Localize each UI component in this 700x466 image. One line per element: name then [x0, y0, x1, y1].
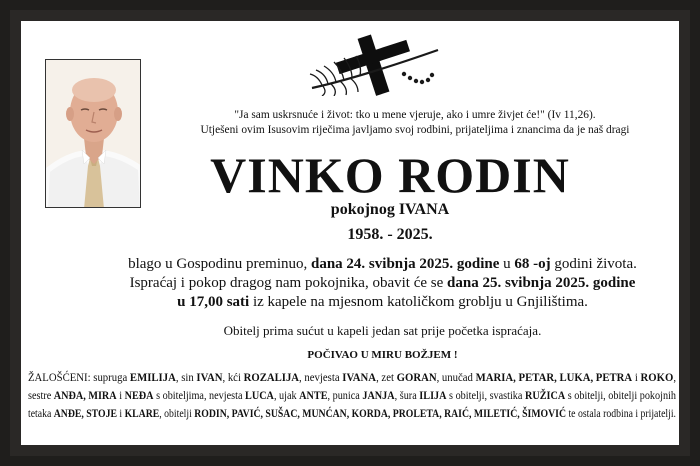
- quote-line-1: "Ja sam uskrsnuće i život: tko u mene vjeruje, ako i umre živjet će!" (Iv 11,26).: [234, 109, 596, 121]
- mourners-line-2: [28, 386, 676, 404]
- mourner-text: supruga: [90, 370, 130, 384]
- mourner-text: , sin: [175, 370, 197, 384]
- announcement-line-3: [100, 293, 665, 312]
- announcement-text: [100, 255, 665, 312]
- mourner-text: , kći: [222, 370, 244, 384]
- cross-and-palm-icon: [308, 30, 446, 96]
- deceased-name: VINKO RODIN: [210, 147, 570, 203]
- text-fragment: godini života.: [550, 256, 637, 272]
- mourner-name: MARIA, PETAR, LUKA, PETRA: [475, 370, 633, 384]
- mourner-text: sestre: [28, 388, 54, 402]
- mourner-text: , ujak: [273, 388, 300, 402]
- mourner-name: RUŽICA: [524, 388, 566, 402]
- bible-quote: [145, 108, 685, 138]
- mourner-name: LUCA: [245, 388, 274, 402]
- mourner-name: RODIN, PAVIĆ, SUŠAC, MUNĆAN, KORDA, PROLETA, RAIĆ, MILETIĆ, ŠIMOVIĆ: [194, 406, 567, 420]
- mourner-text: tetaka: [28, 406, 54, 420]
- mourner-text: s obitelji, svastika: [446, 388, 525, 402]
- text-fragment: u: [499, 256, 515, 272]
- mourner-text: s obiteljima, nevjesta: [153, 388, 246, 402]
- mourner-name: ANTE: [299, 388, 328, 402]
- mourner-name: NEĐA: [124, 388, 154, 402]
- condolences-note: Obitelj prima sućut u kapeli jedan sat prije početka ispraćaja.: [223, 323, 542, 338]
- mourner-name: ROKO: [640, 370, 674, 384]
- mourner-text: , zet: [376, 370, 397, 384]
- mourner-name: ILIJA: [419, 388, 447, 402]
- mourner-text: ,: [673, 370, 676, 384]
- rest-in-peace: POČIVAO U MIRU BOŽJEM !: [307, 349, 458, 361]
- mourner-name: ANĐA, MIRA: [53, 388, 117, 402]
- mourner-name: KLARE: [124, 406, 160, 420]
- mourner-text: , punica: [327, 388, 363, 402]
- mourner-name: GORAN: [396, 370, 437, 384]
- quote-line-2: Utješeni ovim Isusovim riječima javljamo svoj rodbini, prijateljima i znancima da je naš dragi: [200, 124, 630, 136]
- mourner-text: i: [116, 406, 125, 420]
- mourner-text: , obitelji: [159, 406, 195, 420]
- mourner-text: s obitelji, obitelji pokojnih: [565, 388, 676, 402]
- mourner-text: , šura: [394, 388, 420, 402]
- death-date: dana 24. svibnja 2025. godine: [311, 256, 500, 272]
- text-fragment: Ispraćaj i pokop dragog nam pokojnika, obavit će se: [129, 275, 448, 291]
- mourner-text: te ostala rodbina i prijatelji.: [566, 406, 676, 420]
- mourner-name: IVANA: [342, 370, 377, 384]
- mourner-text: ŽALOŠĆENI:: [28, 370, 91, 384]
- mourners-line-3: [28, 404, 676, 422]
- mourner-text: i: [116, 388, 125, 402]
- announcement-line-2: [100, 274, 665, 293]
- funeral-time: u 17,00 sati: [177, 294, 250, 310]
- mourner-text: , unučad: [436, 370, 476, 384]
- mourner-name: IVAN: [196, 370, 223, 384]
- mourner-name: ANĐE, STOJE: [53, 406, 117, 420]
- mourner-text: i: [632, 370, 641, 384]
- mourner-name: ROZALIJA: [243, 370, 300, 384]
- mourner-name: JANJA: [362, 388, 395, 402]
- mourner-text: , nevjesta: [299, 370, 343, 384]
- announcement-line-1: [100, 255, 665, 274]
- mourners-line-1: [28, 368, 676, 386]
- mourners-list: [28, 368, 676, 422]
- mourner-name: EMILIJA: [129, 370, 176, 384]
- father-name: pokojnog IVANA: [330, 201, 450, 218]
- portrait-photo: [45, 59, 141, 208]
- life-years: 1958. - 2025.: [347, 226, 433, 243]
- age: 68 -oj: [514, 256, 551, 272]
- funeral-date: dana 25. svibnja 2025. godine: [447, 275, 636, 291]
- text-fragment: blago u Gospodinu preminuo,: [128, 256, 311, 272]
- text-fragment: iz kapele na mjesnom katoličkom groblju u Gnjilištima.: [249, 294, 588, 310]
